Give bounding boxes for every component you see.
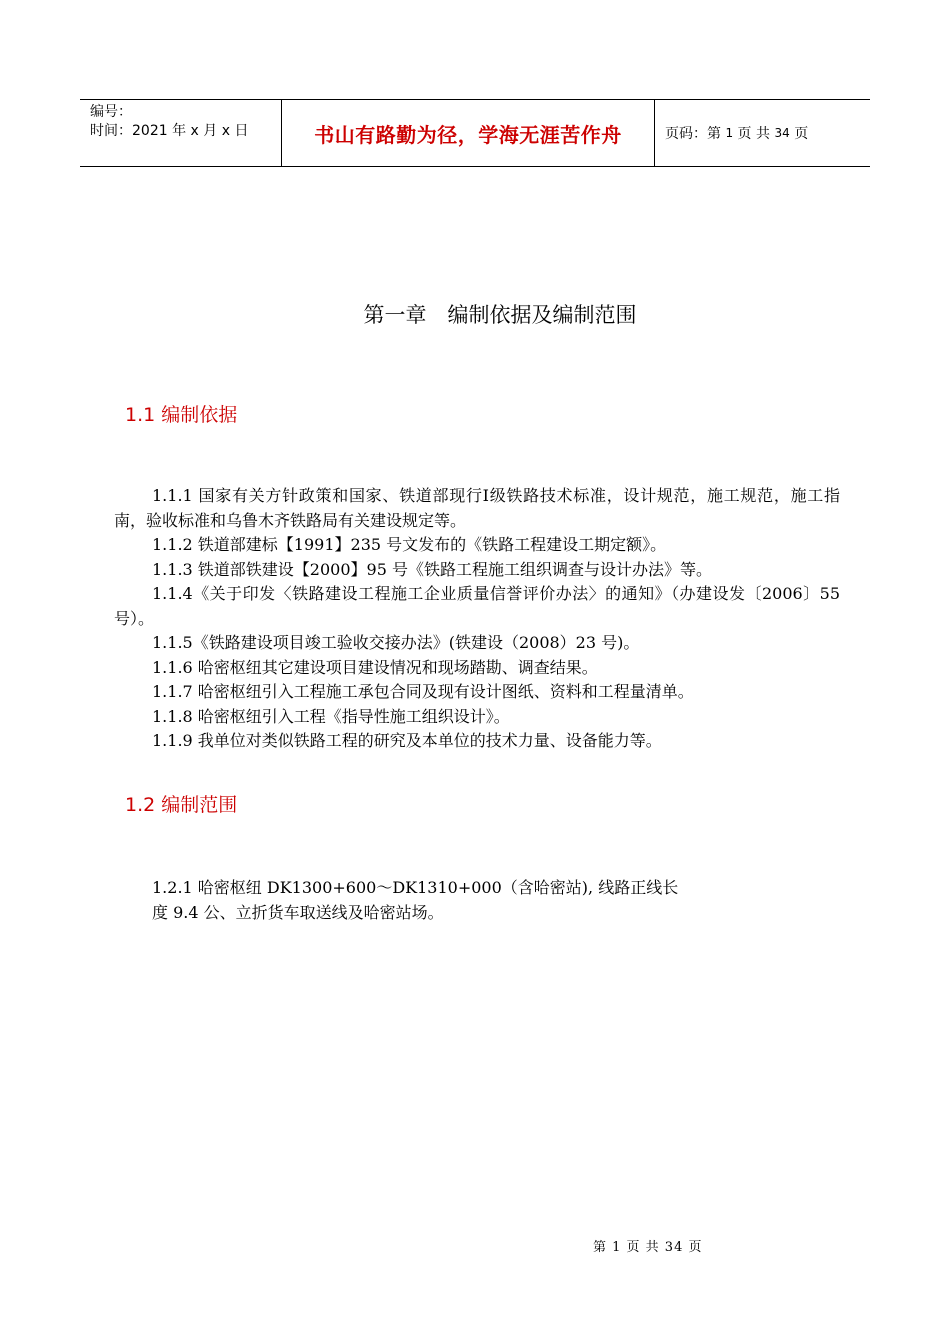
section-heading-scope: 1.2 编制范围 [125, 794, 238, 816]
scope-line-2: 度 9.4 公、立折货车取送线及哈密站场。 [152, 903, 444, 922]
page-label: 页码：第 [665, 126, 721, 142]
basis-item-1: 1.1.1 国家有关方针政策和国家、铁道部现行Ⅰ级铁路技术标准，设计规范，施工规范，施工指南，验收标准和乌鲁木齐铁路局有关建设规定等。 [114, 486, 840, 530]
section-heading-basis: 1.1 编制依据 [125, 404, 238, 426]
date-rest: 年 x 月 x 日 [172, 123, 249, 139]
footer-page-number: 第 1 页 共 34 页 [593, 1240, 703, 1255]
document-header [80, 99, 870, 167]
page-mid: 页 共 [737, 126, 770, 142]
date-year: 2021 [132, 123, 168, 139]
basis-item-4: 1.1.4《关于印发〈铁路建设工程施工企业质量信誉评价办法〉的通知》（办建设发〔2006〕55 号）。 [114, 584, 840, 628]
basis-item-7: 1.1.7 哈密枢纽引入工程施工承包合同及现有设计图纸、资料和工程量清单。 [152, 682, 694, 701]
scope-paragraph [152, 875, 752, 925]
chapter-title: 第一章 编制依据及编制范围 [363, 303, 637, 327]
time-line [90, 122, 281, 141]
time-label: 时间： [90, 123, 132, 139]
basis-item-2: 1.1.2 铁道部建标【1991】235 号文发布的《铁路工程建设工期定额》。 [152, 535, 667, 554]
basis-item-8: 1.1.8 哈密枢纽引入工程《指导性施工组织设计》。 [152, 706, 510, 726]
scope-line-1: 1.2.1 哈密枢纽 DK1300+600～DK1310+000（含哈密站), 线路正线长 [152, 878, 679, 897]
basis-item-6: 1.1.6 哈密枢纽其它建设项目建设情况和现场踏勘、调查结果。 [152, 657, 598, 677]
basis-item-3: 1.1.3 铁道部铁建设【2000】95 号《铁路工程施工组织调查与设计办法》等。 [152, 559, 712, 579]
motto-text: 书山有路勤为径，学海无涯苦作舟 [314, 122, 622, 147]
basis-item-5: 1.1.5《铁路建设项目竣工验收交接办法》(铁建设（2008）23 号)。 [152, 633, 640, 652]
page-end: 页 [794, 126, 809, 142]
header-page-cell [655, 100, 870, 166]
header-motto-cell [282, 100, 655, 166]
page-total: 34 [774, 126, 790, 140]
header-meta-cell [80, 100, 282, 166]
serial-label: 编号： [90, 104, 132, 120]
page-current: 1 [725, 126, 734, 140]
basis-item-9: 1.1.9 我单位对类似铁路工程的研究及本单位的技术力量、设备能力等。 [152, 731, 662, 750]
basis-paragraphs [114, 484, 840, 754]
